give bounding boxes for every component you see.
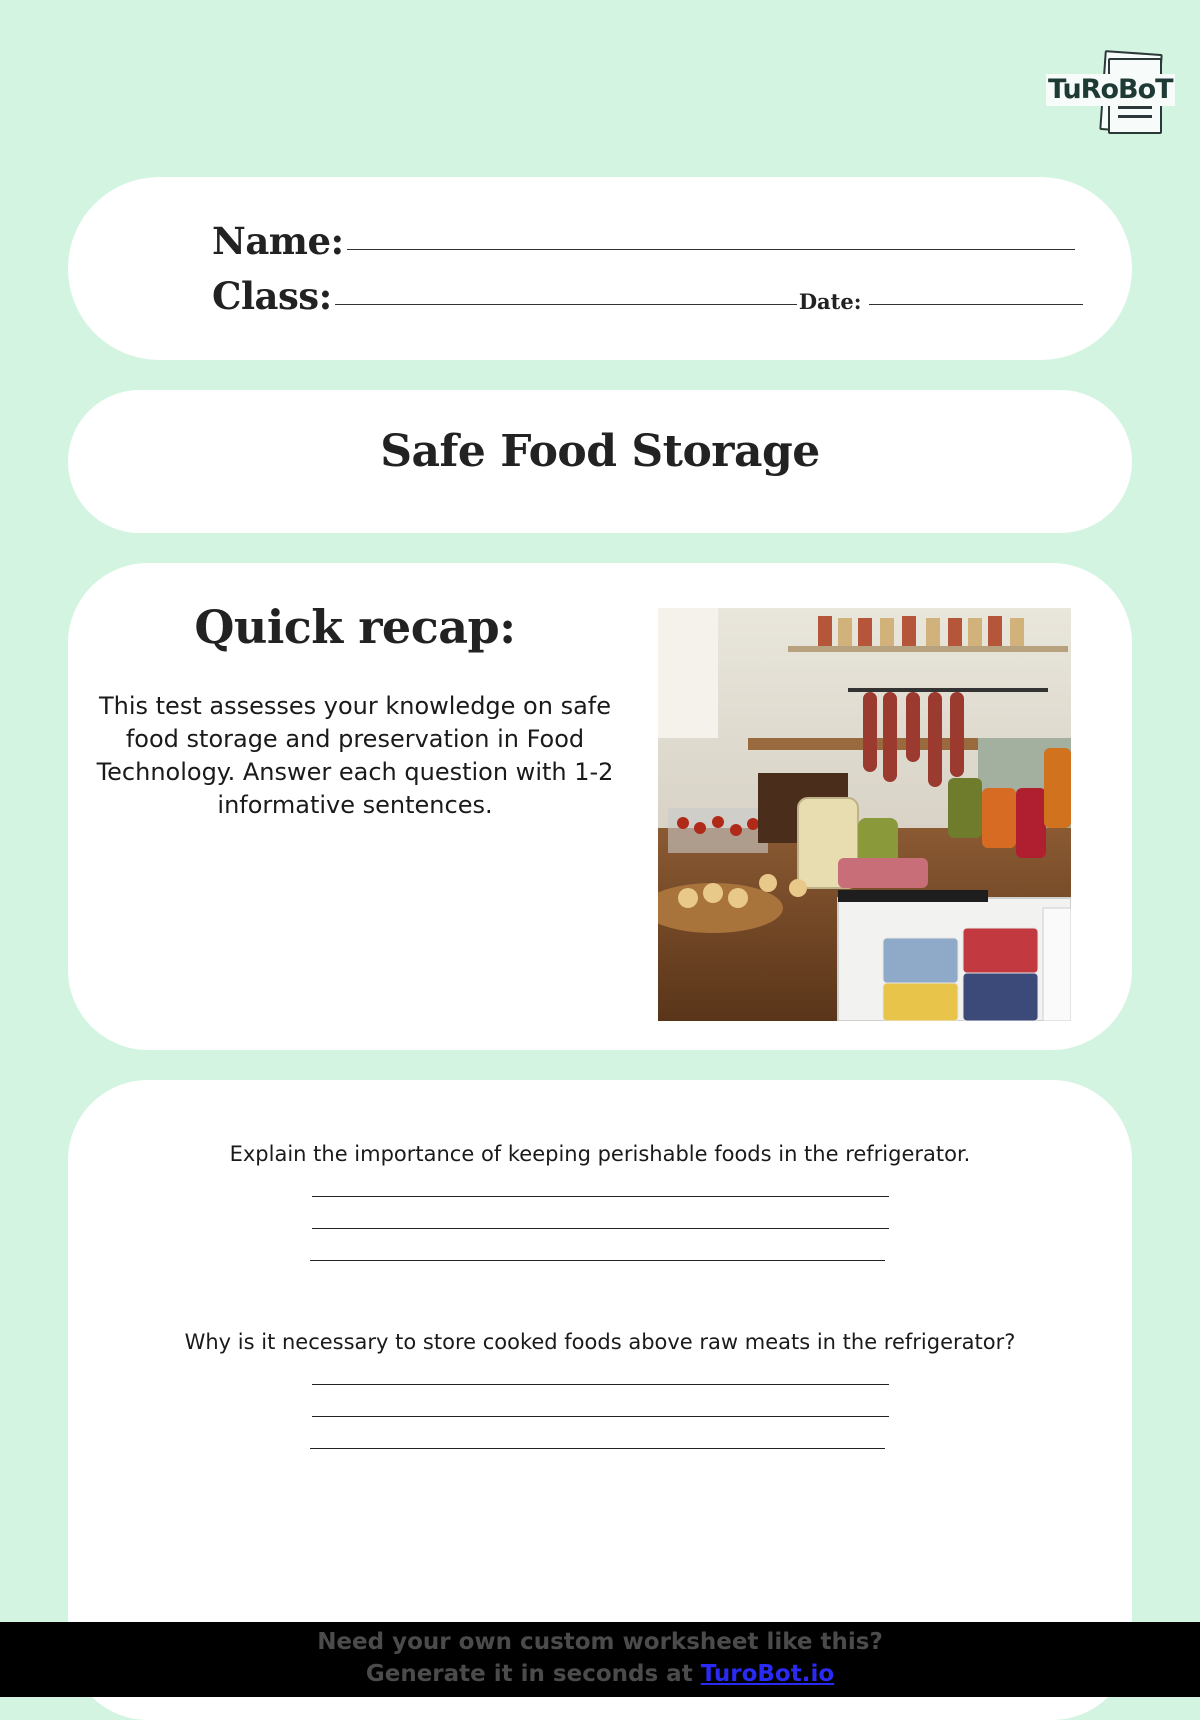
footer-line-2 — [0, 1658, 1200, 1690]
answer-line-2-3[interactable] — [310, 1448, 885, 1449]
class-row — [212, 274, 1083, 318]
footer-line-1: Need your own custom worksheet like this? — [317, 1629, 883, 1655]
answer-line-1-2[interactable] — [312, 1228, 889, 1229]
recap-heading: Quick recap: — [194, 600, 516, 654]
question-1: Explain the importance of keeping perishable foods in the refrigerator. — [229, 1142, 971, 1166]
turobot-link[interactable]: TuroBot.io — [700, 1661, 835, 1687]
class-label: Class: — [212, 274, 332, 318]
worksheet-title: Safe Food Storage — [380, 426, 820, 477]
date-field[interactable] — [869, 304, 1083, 305]
name-row — [212, 219, 1075, 263]
recap-text: This test assesses your knowledge on safe food storage and preservation in Food Technology. Answer each question with 1-2 informative sentences. — [96, 692, 614, 819]
name-label: Name: — [212, 219, 344, 263]
answer-line-1-1[interactable] — [312, 1196, 889, 1197]
date-label: Date: — [798, 289, 862, 314]
name-field[interactable] — [347, 249, 1075, 250]
student-info-card — [68, 177, 1132, 360]
promo-footer — [0, 1622, 1200, 1697]
turobot-logo — [1046, 52, 1173, 136]
footer-line-2-text: Generate it in seconds at — [365, 1661, 701, 1687]
answer-line-2-1[interactable] — [312, 1384, 889, 1385]
question-2: Why is it necessary to store cooked foods above raw meats in the refrigerator? — [184, 1330, 1016, 1354]
answer-line-2-2[interactable] — [312, 1416, 889, 1417]
food-storage-illustration — [658, 608, 1071, 1021]
class-field[interactable] — [335, 304, 797, 305]
logo-wordmark: TuRoBoT — [1048, 74, 1173, 105]
answer-line-1-3[interactable] — [310, 1260, 885, 1261]
